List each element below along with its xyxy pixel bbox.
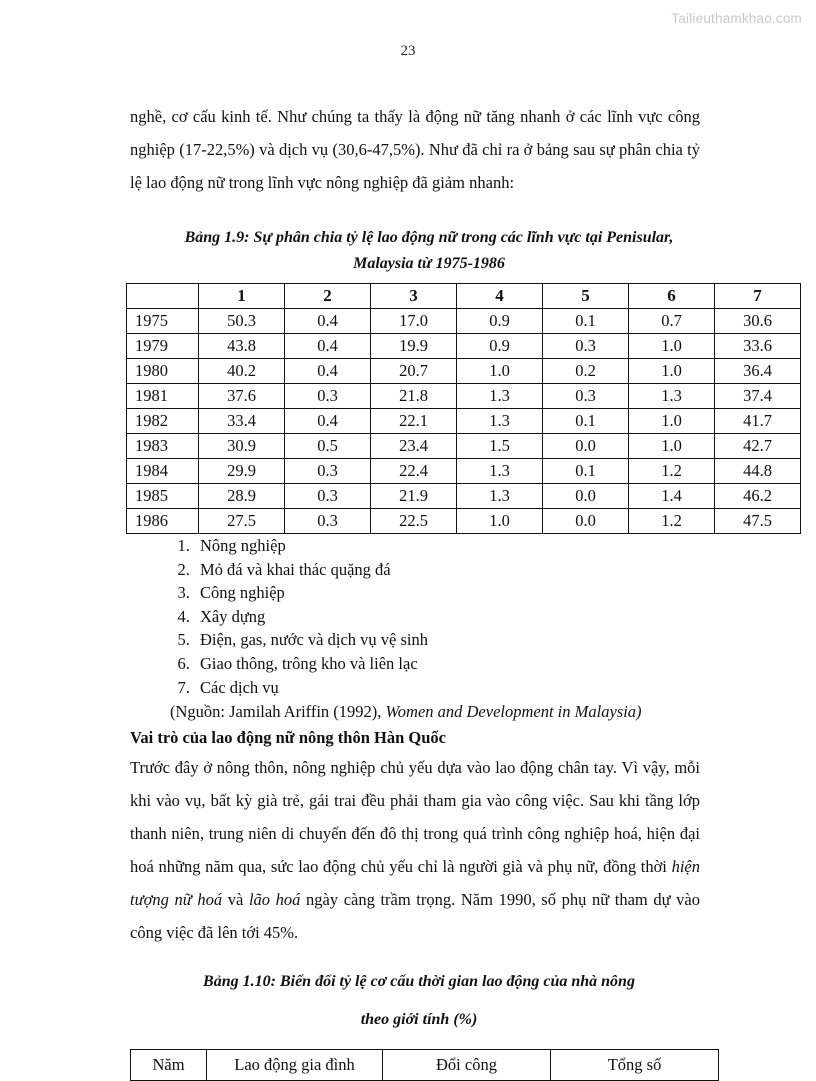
table-cell-value: 0.1 xyxy=(543,309,629,334)
source-prefix: (Nguồn: Jamilah Ariffin (1992), xyxy=(170,702,386,722)
table-cell-value: 0.0 xyxy=(543,484,629,509)
table-cell-value: 42.7 xyxy=(715,434,801,459)
table-cell-value: 1.0 xyxy=(629,409,715,434)
table-cell-value: 29.9 xyxy=(199,459,285,484)
paragraph-part-b: và xyxy=(222,890,249,910)
table-cell-year: 1986 xyxy=(127,509,199,534)
table-1-10-caption-line-2: theo giới tính (%) xyxy=(360,1011,478,1029)
table-1-9-header-cell xyxy=(127,284,199,309)
table-1-10-caption-line-1: Bảng 1.10: Biến đổi tỷ lệ cơ cấu thời gian lao động của nhà nông xyxy=(203,973,635,991)
table-1-9-caption xyxy=(130,225,716,277)
table-cell-value: 0.2 xyxy=(543,359,629,384)
table-cell-value: 0.4 xyxy=(285,309,371,334)
table-cell-value: 0.3 xyxy=(285,384,371,409)
paragraph-part-a: Trước đây ở nông thôn, nông nghiệp chủ yếu dựa vào lao động chân tay. Vì vậy, mỗi khi vào vụ, bất kỳ già trẻ, gái trai đều phải tham gia vào công việc. Sau khi tầng lớp thanh niên, trung niên di chuyển đến đô thị trong quá trình công nghiệp hoá, hiện đại hoá những năm qua, sức lao động chủ yếu chỉ là người già và phụ nữ, đồng thời xyxy=(130,758,700,877)
table-cell-value: 36.4 xyxy=(715,359,801,384)
table-cell-value: 0.3 xyxy=(543,334,629,359)
table-cell-value: 1.2 xyxy=(629,459,715,484)
table-cell-value: 0.4 xyxy=(285,334,371,359)
table-1-9-caption-line-1: Bảng 1.9: Sự phân chia tỷ lệ lao động nữ trong các lĩnh vực tại Penisular, xyxy=(184,229,674,246)
page-number: 23 xyxy=(400,43,416,59)
table-cell-value: 1.0 xyxy=(629,359,715,384)
paragraph-body xyxy=(130,751,700,949)
table-cell-value: 30.9 xyxy=(199,434,285,459)
table-cell-value: 19.9 xyxy=(371,334,457,359)
table-1-9-body xyxy=(127,309,801,534)
table-cell-value: 43.8 xyxy=(199,334,285,359)
table-cell-year: 1985 xyxy=(127,484,199,509)
table-cell-value: 1.0 xyxy=(457,509,543,534)
table-cell-value: 1.2 xyxy=(629,509,715,534)
paragraph-part-c: ngày càng trầm trọng. Năm 1990, số phụ nữ tham dự vào công việc đã lên tới 45%. xyxy=(130,890,701,943)
list-item: 2. Mỏ đá và khai thác quặng đá xyxy=(194,558,700,582)
table-1-9-legend-list xyxy=(130,534,700,699)
table-cell-value: 0.0 xyxy=(543,434,629,459)
table-cell-value: 1.3 xyxy=(457,409,543,434)
table-1-9-header-cell: 6 xyxy=(629,284,715,309)
table-cell-value: 22.4 xyxy=(371,459,457,484)
table-cell-value: 33.6 xyxy=(715,334,801,359)
table-cell-value: 37.4 xyxy=(715,384,801,409)
table-cell-year: 1984 xyxy=(127,459,199,484)
table-1-9-header-cell: 5 xyxy=(543,284,629,309)
table-cell-value: 1.3 xyxy=(457,384,543,409)
table-1-10-header-row xyxy=(131,1050,719,1081)
paragraph-emphasis-2: lão hoá xyxy=(248,890,301,910)
table-1-9-source xyxy=(130,699,700,725)
table-1-10-header-cell: Năm xyxy=(131,1050,207,1081)
table-cell-value: 1.4 xyxy=(629,484,715,509)
table-1-9-header-cell: 1 xyxy=(199,284,285,309)
table-cell-value: 0.5 xyxy=(285,434,371,459)
table-cell-value: 46.2 xyxy=(715,484,801,509)
table-1-10-header-cell: Tổng số xyxy=(551,1050,719,1081)
table-cell-value: 30.6 xyxy=(715,309,801,334)
table-cell-value: 0.3 xyxy=(285,509,371,534)
table-cell-value: 0.9 xyxy=(457,334,543,359)
list-item: 3. Công nghiệp xyxy=(194,581,700,605)
table-1-10 xyxy=(130,1049,719,1081)
table-1-9-caption-line-2: Malaysia từ 1975-1986 xyxy=(353,255,505,272)
table-cell-value: 23.4 xyxy=(371,434,457,459)
table-cell-year: 1982 xyxy=(127,409,199,434)
watermark-text: Tailieuthamkhao.com xyxy=(671,11,802,26)
table-row xyxy=(127,434,801,459)
table-cell-value: 28.9 xyxy=(199,484,285,509)
section-subheading: Vai trò của lao động nữ nông thôn Hàn Quốc xyxy=(130,728,446,748)
table-cell-value: 41.7 xyxy=(715,409,801,434)
table-1-10-caption xyxy=(130,963,708,1039)
table-cell-value: 40.2 xyxy=(199,359,285,384)
table-cell-value: 50.3 xyxy=(199,309,285,334)
table-cell-value: 0.3 xyxy=(285,459,371,484)
table-cell-value: 1.0 xyxy=(457,359,543,384)
table-cell-value: 0.3 xyxy=(285,484,371,509)
list-item: 1. Nông nghiệp xyxy=(194,534,700,558)
table-cell-value: 0.9 xyxy=(457,309,543,334)
table-1-9-header-cell: 7 xyxy=(715,284,801,309)
table-cell-value: 0.7 xyxy=(629,309,715,334)
table-cell-value: 21.9 xyxy=(371,484,457,509)
table-cell-value: 1.3 xyxy=(457,459,543,484)
table-cell-value: 22.5 xyxy=(371,509,457,534)
list-item: 4. Xây dựng xyxy=(194,605,700,629)
table-1-10-header-cell: Lao động gia đình xyxy=(207,1050,383,1081)
table-cell-value: 0.4 xyxy=(285,409,371,434)
paragraph-emphasis-1: hiện tượng nữ hoá xyxy=(130,857,700,910)
table-cell-value: 20.7 xyxy=(371,359,457,384)
table-cell-year: 1983 xyxy=(127,434,199,459)
table-cell-value: 21.8 xyxy=(371,384,457,409)
table-1-9-header-cell: 2 xyxy=(285,284,371,309)
table-cell-year: 1979 xyxy=(127,334,199,359)
table-cell-value: 1.0 xyxy=(629,434,715,459)
table-row xyxy=(127,359,801,384)
table-1-9-header-cell: 3 xyxy=(371,284,457,309)
table-cell-value: 1.5 xyxy=(457,434,543,459)
table-cell-value: 0.4 xyxy=(285,359,371,384)
table-1-9-header-cell: 4 xyxy=(457,284,543,309)
table-cell-value: 1.3 xyxy=(457,484,543,509)
table-cell-value: 1.0 xyxy=(629,334,715,359)
table-cell-value: 1.3 xyxy=(629,384,715,409)
table-row xyxy=(127,409,801,434)
table-row xyxy=(127,334,801,359)
table-row xyxy=(127,459,801,484)
list-item: 5. Điện, gas, nước và dịch vụ vệ sinh xyxy=(194,628,700,652)
table-cell-year: 1981 xyxy=(127,384,199,409)
table-cell-value: 44.8 xyxy=(715,459,801,484)
paragraph-intro: nghề, cơ cấu kinh tế. Như chúng ta thấy là động nữ tăng nhanh ở các lĩnh vực công nghiệp (17-22,5%) và dịch vụ (30,6-47,5%). Như đã chỉ ra ở bảng sau sự phân chia tỷ lệ lao động nữ trong lĩnh vực nông nghiệp đã giảm nhanh: xyxy=(130,107,700,192)
table-cell-year: 1975 xyxy=(127,309,199,334)
list-item: 6. Giao thông, trông kho và liên lạc xyxy=(194,652,700,676)
table-1-9-header-row xyxy=(127,284,801,309)
table-cell-value: 0.1 xyxy=(543,409,629,434)
table-cell-value: 33.4 xyxy=(199,409,285,434)
table-row xyxy=(127,509,801,534)
table-row xyxy=(127,384,801,409)
table-cell-value: 0.3 xyxy=(543,384,629,409)
table-cell-value: 37.6 xyxy=(199,384,285,409)
table-row xyxy=(127,484,801,509)
table-cell-value: 0.0 xyxy=(543,509,629,534)
table-cell-value: 17.0 xyxy=(371,309,457,334)
table-cell-value: 27.5 xyxy=(199,509,285,534)
table-cell-value: 0.1 xyxy=(543,459,629,484)
list-item: 7. Các dịch vụ xyxy=(194,676,700,700)
table-row xyxy=(127,309,801,334)
source-title: Women and Development in Malaysia) xyxy=(385,702,642,722)
table-cell-year: 1980 xyxy=(127,359,199,384)
table-cell-value: 22.1 xyxy=(371,409,457,434)
document-content xyxy=(130,100,772,1081)
table-1-10-header-cell: Đổi công xyxy=(383,1050,551,1081)
table-1-9 xyxy=(126,283,801,534)
table-cell-value: 47.5 xyxy=(715,509,801,534)
